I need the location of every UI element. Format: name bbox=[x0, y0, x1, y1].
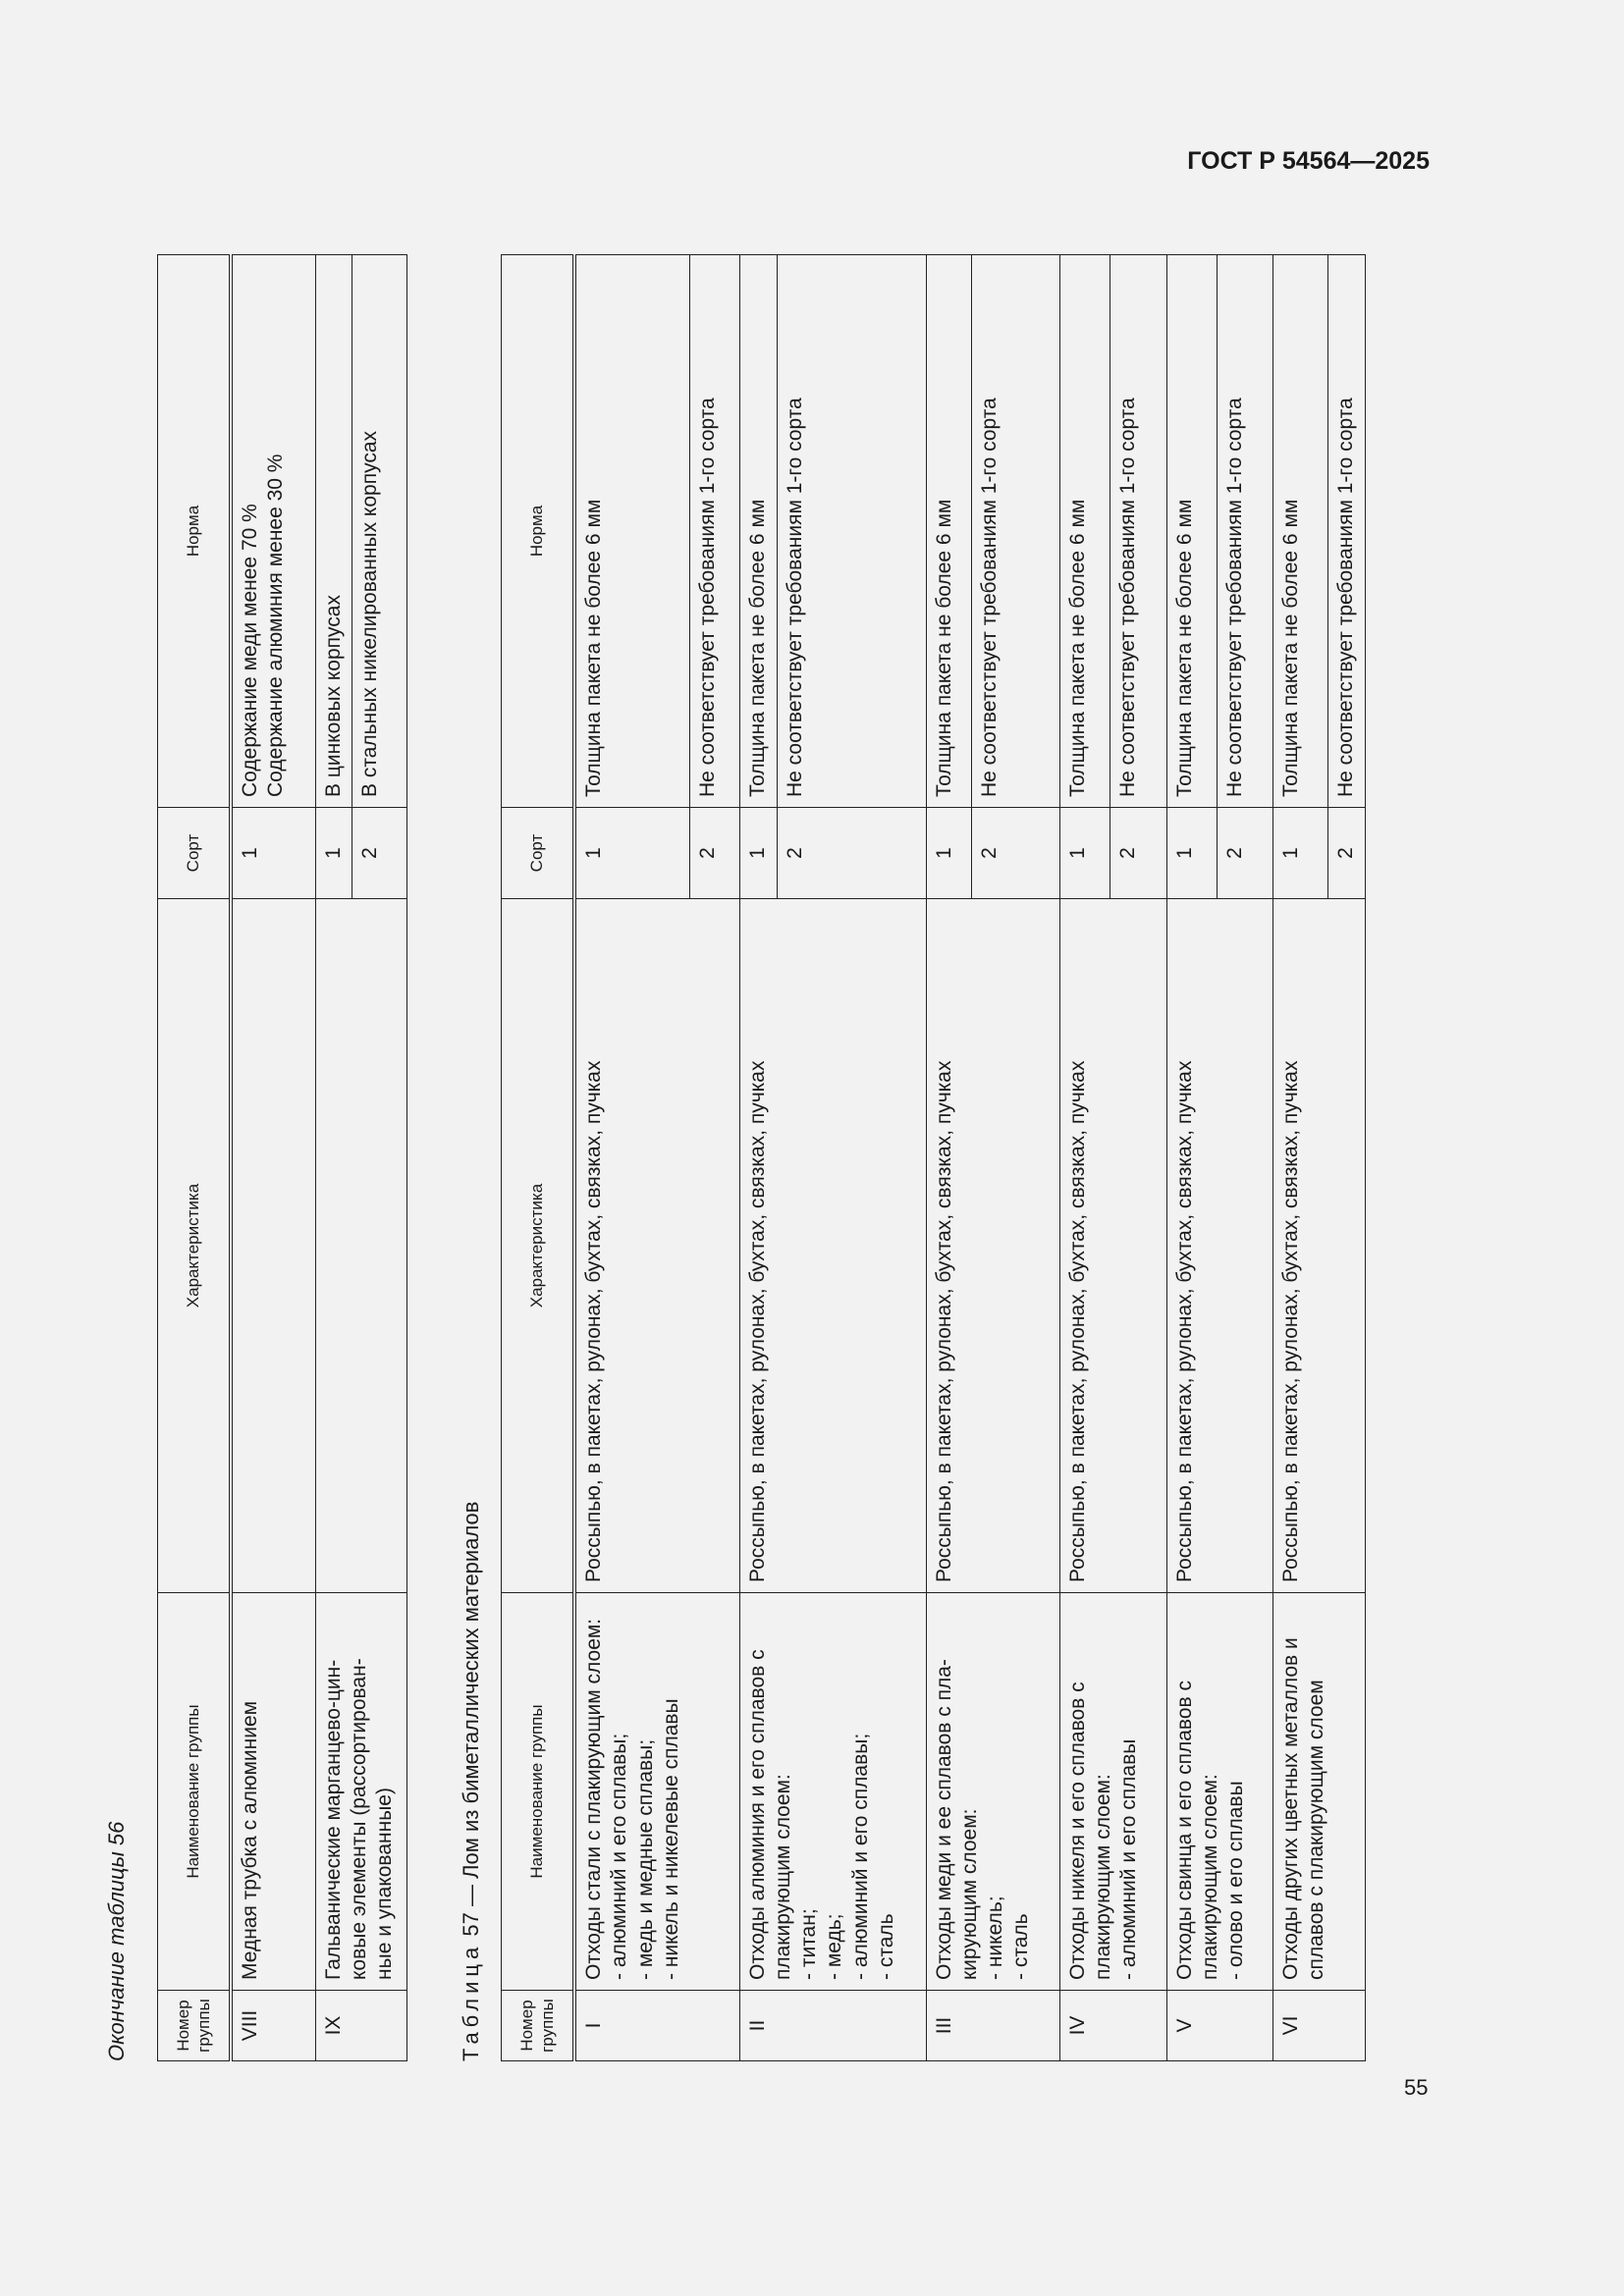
grade: 1 bbox=[574, 808, 689, 899]
grade: 1 bbox=[1059, 808, 1110, 899]
characteristic: Россыпью, в пакетах, рулонах, бухтах, связках, пучках bbox=[574, 899, 739, 1593]
grade: 2 bbox=[1110, 808, 1166, 899]
group-name: Отходы свинца и его сплавов с плакирующим слоем: - олово и его сплавы bbox=[1166, 1593, 1272, 1991]
group-name: Отходы других цветных металлов и сплавов с плакирующим слоем bbox=[1272, 1593, 1365, 1991]
table57 bbox=[501, 254, 1366, 2061]
grade: 1 bbox=[926, 808, 971, 899]
characteristic: Россыпью, в пакетах, рулонах, бухтах, связках, пучках bbox=[1166, 899, 1272, 1593]
table-row bbox=[574, 255, 689, 2061]
group-name: Гальванические марганцево-цин- ковые элементы (рассортирован- ные и упакованные) bbox=[315, 1593, 406, 1991]
table-row bbox=[739, 255, 777, 2061]
col-header-norm: Норма bbox=[158, 255, 232, 808]
group-number: VI bbox=[1272, 1991, 1365, 2061]
grade: 2 bbox=[689, 808, 739, 899]
group-number: III bbox=[926, 1991, 1059, 2061]
norm: В цинковых корпусах bbox=[315, 255, 352, 808]
col-header-group-number: Номер группы bbox=[158, 1991, 232, 2061]
characteristic: Россыпью, в пакетах, рулонах, бухтах, связках, пучках bbox=[1272, 899, 1365, 1593]
norm: Толщина пакета не более 6 мм bbox=[1272, 255, 1327, 808]
table-row bbox=[1272, 255, 1327, 2061]
table-row bbox=[1059, 255, 1110, 2061]
col-header-group-number: Номер группы bbox=[502, 1991, 575, 2061]
grade: 1 bbox=[315, 808, 352, 899]
table-row bbox=[231, 255, 315, 2061]
col-header-norm: Норма bbox=[502, 255, 575, 808]
table57-header-row bbox=[502, 255, 575, 2061]
grade: 2 bbox=[1217, 808, 1272, 899]
col-header-grade: Сорт bbox=[502, 808, 575, 899]
group-name: Отходы алюминия и его сплавов с плакирующим слоем: - титан; - медь; - алюминий и его сплавы; - сталь bbox=[739, 1593, 926, 1991]
characteristic: Россыпью, в пакетах, рулонах, бухтах, связках, пучках bbox=[926, 899, 1059, 1593]
table57-caption bbox=[459, 1502, 484, 2061]
col-header-group-name: Наименование группы bbox=[158, 1593, 232, 1991]
group-number: II bbox=[739, 1991, 926, 2061]
table57-caption-prefix: Таблица bbox=[459, 1942, 483, 2061]
grade: 1 bbox=[1166, 808, 1217, 899]
group-name: Отходы стали с плакирующим слоем: - алюминий и его сплавы; - медь и медные сплавы; - никель и никелевые сплавы bbox=[574, 1593, 739, 1991]
document-id: ГОСТ Р 54564—2025 bbox=[1187, 147, 1430, 175]
group-number: IX bbox=[315, 1991, 406, 2061]
norm: Содержание меди менее 70 % Содержание алюминия менее 30 % bbox=[231, 255, 315, 808]
norm: Не соответствует требованиям 1-го сорта bbox=[971, 255, 1059, 808]
group-name: Медная трубка с алюминием bbox=[231, 1593, 315, 1991]
table56-continuation bbox=[157, 254, 407, 2061]
norm: Толщина пакета не более 6 мм bbox=[1059, 255, 1110, 808]
characteristic bbox=[315, 899, 406, 1593]
table57-caption-title: 57 — Лом из биметаллических материалов bbox=[459, 1501, 483, 1943]
grade: 1 bbox=[231, 808, 315, 899]
norm: Не соответствует требованиям 1-го сорта bbox=[777, 255, 926, 808]
grade: 2 bbox=[971, 808, 1059, 899]
rotated-page-content bbox=[98, 255, 1473, 2061]
col-header-group-name: Наименование группы bbox=[502, 1593, 575, 1991]
col-header-characteristic: Характеристика bbox=[502, 899, 575, 1593]
norm: Не соответствует требованиям 1-го сорта bbox=[689, 255, 739, 808]
norm: Не соответствует требованиям 1-го сорта bbox=[1327, 255, 1365, 808]
norm: В стальных никелированных корпусах bbox=[352, 255, 406, 808]
col-header-characteristic: Характеристика bbox=[158, 899, 232, 1593]
norm: Не соответствует требованиям 1-го сорта bbox=[1217, 255, 1272, 808]
norm: Толщина пакета не более 6 мм bbox=[574, 255, 689, 808]
page-number: 55 bbox=[1404, 2075, 1429, 2100]
grade: 1 bbox=[739, 808, 777, 899]
table56-continuation-caption: Окончание таблицы 56 bbox=[104, 1821, 129, 2061]
table-row bbox=[1166, 255, 1217, 2061]
characteristic: Россыпью, в пакетах, рулонах, бухтах, связках, пучках bbox=[739, 899, 926, 1593]
grade: 1 bbox=[1272, 808, 1327, 899]
characteristic: Россыпью, в пакетах, рулонах, бухтах, связках, пучках bbox=[1059, 899, 1166, 1593]
grade: 2 bbox=[777, 808, 926, 899]
group-number: VIII bbox=[231, 1991, 315, 2061]
norm: Толщина пакета не более 6 мм bbox=[739, 255, 777, 808]
group-number: I bbox=[574, 1991, 739, 2061]
col-header-grade: Сорт bbox=[158, 808, 232, 899]
group-name: Отходы никеля и его сплавов с плакирующим слоем: - алюминий и его сплавы bbox=[1059, 1593, 1166, 1991]
characteristic bbox=[231, 899, 315, 1593]
table-row bbox=[926, 255, 971, 2061]
grade: 2 bbox=[1327, 808, 1365, 899]
table56-header-row bbox=[158, 255, 232, 2061]
group-name: Отходы меди и ее сплавов с пла- кирующим слоем: - никель; - сталь bbox=[926, 1593, 1059, 1991]
group-number: IV bbox=[1059, 1991, 1166, 2061]
group-number: V bbox=[1166, 1991, 1272, 2061]
norm: Не соответствует требованиям 1-го сорта bbox=[1110, 255, 1166, 808]
table-row bbox=[315, 255, 352, 2061]
norm: Толщина пакета не более 6 мм bbox=[1166, 255, 1217, 808]
grade: 2 bbox=[352, 808, 406, 899]
norm: Толщина пакета не более 6 мм bbox=[926, 255, 971, 808]
